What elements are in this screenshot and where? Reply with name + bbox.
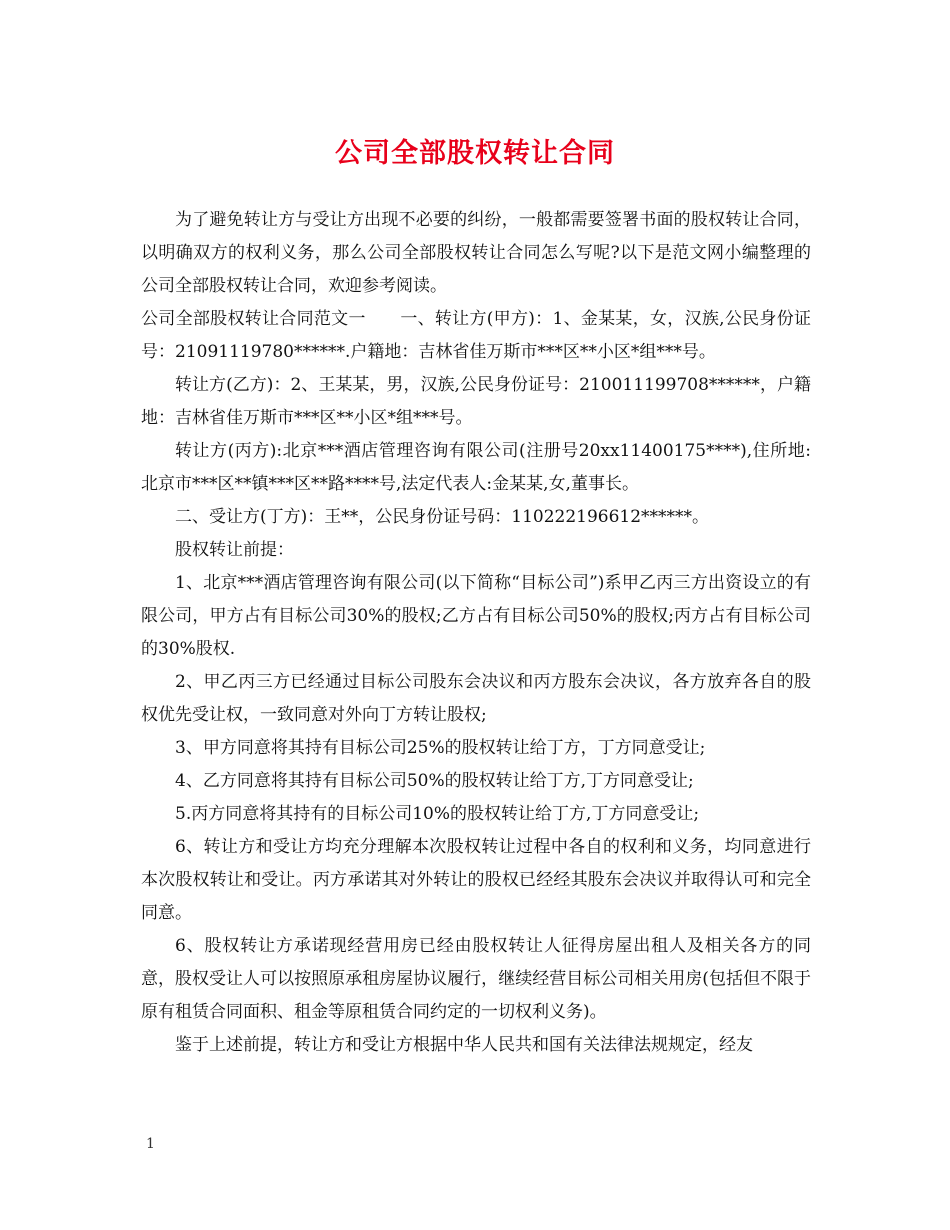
body-paragraph: 转让方(乙方)：2、王某某，男，汉族,公民身份证号：210011199708******，户籍地：吉林省佳万斯市***区**小区*组***号。	[141, 375, 811, 428]
body-paragraph: 6、转让方和受让方均充分理解本次股权转让过程中各自的权利和义务，均同意进行本次股权转让和受让。丙方承诺其对外转让的股权已经经其股东会决议并取得认可和完全同意。	[141, 837, 811, 923]
body-paragraph: 1、北京***酒店管理咨询有限公司(以下简称“目标公司”)系甲乙丙三方出资设立的有限公司，甲方占有目标公司30%的股权;乙方占有目标公司50%的股权;丙方占有目标公司的30%股权.	[141, 573, 811, 659]
body-paragraph: 鉴于上述前提，转让方和受让方根据中华人民共和国有关法律法规规定，经友	[175, 1035, 753, 1055]
body-paragraph: 5.丙方同意将其持有的目标公司10%的股权转让给丁方,丁方同意受让;	[175, 804, 700, 824]
body-paragraph: 公司全部股权转让合同范文一 一、转让方(甲方)：1、金某某，女，汉族,公民身份证号：21091119780******.户籍地：吉林省佳万斯市***区**小区*组***号。	[141, 309, 811, 362]
body-paragraph: 3、甲方同意将其持有目标公司25%的股权转让给丁方，丁方同意受让;	[175, 738, 706, 758]
body-paragraph: 转让方(丙方):北京***酒店管理咨询有限公司(注册号20xx11400175****),住所地:北京市***区**镇***区**路****号,法定代表人:金某某,女,董事长。	[141, 441, 811, 494]
document-body	[141, 204, 811, 1062]
document-title: 公司全部股权转让合同	[335, 138, 615, 169]
body-paragraph: 2、甲乙丙三方已经通过目标公司股东会决议和丙方股东会决议，各方放弃各自的股权优先受让权，一致同意对外向丁方转让股权;	[141, 672, 811, 725]
body-paragraph: 4、乙方同意将其持有目标公司50%的股权转让给丁方,丁方同意受让;	[175, 771, 694, 791]
body-paragraph: 股权转让前提：	[175, 540, 294, 560]
body-paragraph: 为了避免转让方与受让方出现不必要的纠纷，一般都需要签署书面的股权转让合同，以明确双方的权利义务，那么公司全部股权转让合同怎么写呢?以下是范文网小编整理的公司全部股权转让合同，欢迎参考阅读。	[141, 210, 811, 296]
body-paragraph: 6、股权转让方承诺现经营用房已经由股权转让人征得房屋出租人及相关各方的同意，股权受让人可以按照原承租房屋协议履行，继续经营目标公司相关用房(包括但不限于原有租赁合同面积、租金等原租赁合同约定的一切权利义务)。	[141, 936, 811, 1022]
page-number: 1	[146, 1136, 155, 1152]
body-paragraph: 二、受让方(丁方)：王**，公民身份证号码：110222196612******。	[175, 507, 710, 527]
